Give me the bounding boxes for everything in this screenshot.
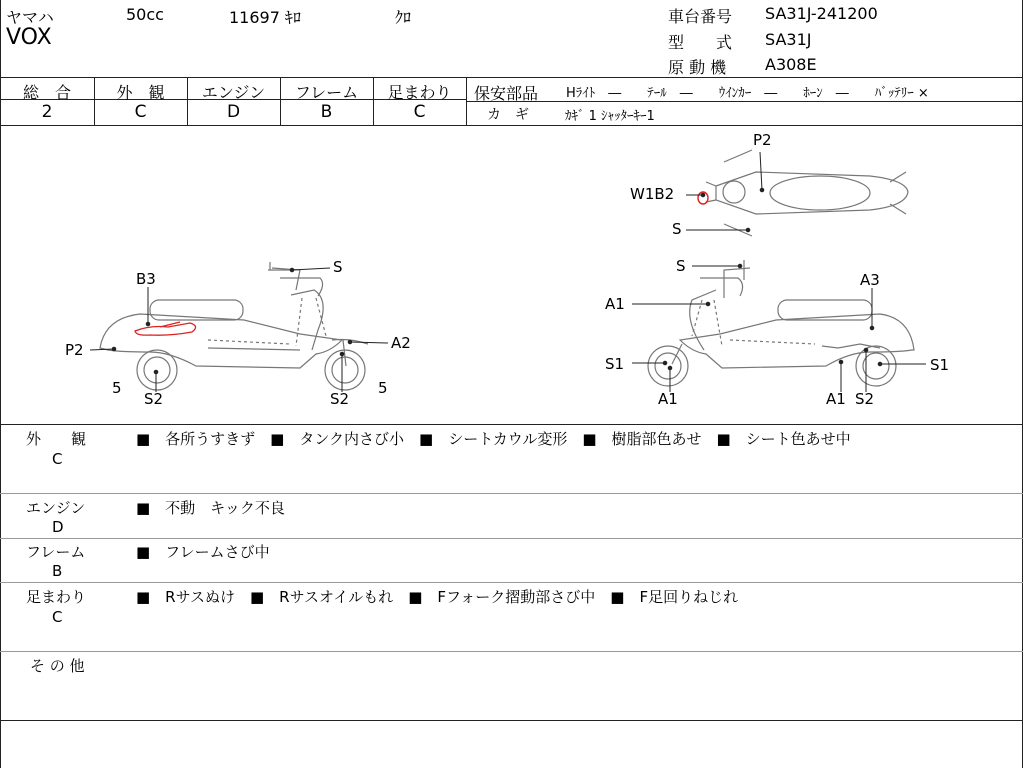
notes-divider: [0, 538, 1023, 539]
exterior-grade-label: 外 観: [116, 83, 165, 102]
frame-number: SA31J-241200: [765, 4, 878, 23]
diagram-label-a2: A2: [391, 334, 411, 352]
notes-divider: [0, 493, 1023, 494]
type-label: 型 式: [668, 33, 733, 52]
notes-engine-text: ■ 不動 キック不良: [136, 499, 285, 517]
diagram-label-s2: S2: [144, 390, 164, 408]
notes-engine-label: エンジン: [26, 499, 86, 517]
notes-suspension-label: 足まわり: [26, 588, 87, 606]
diagram-label-5: 5: [112, 379, 122, 397]
type-value: SA31J: [765, 30, 812, 49]
frame-number-label: 車台番号: [668, 7, 733, 26]
notes-bottom-line: [0, 720, 1023, 721]
diagram-label-s1: S1: [930, 356, 950, 374]
maker-name: ヤマハ: [6, 8, 54, 27]
damage-mark: [135, 322, 196, 335]
safety-mid-line: [466, 101, 1023, 102]
engine-value: A308E: [765, 55, 817, 74]
displacement: 50cc: [126, 5, 164, 24]
notes-engine-grade: D: [52, 518, 64, 536]
diagram-label-p2: P2: [753, 131, 772, 149]
notes-divider: [0, 582, 1023, 583]
notes-suspension-text: ■ Rサスぬけ ■ Rサスオイルもれ ■ Fフォーク摺動部さび中 ■ F足回りねじれ: [136, 588, 739, 606]
diagram-label-5: 5: [378, 379, 388, 397]
diagram-label-a3: A3: [860, 271, 880, 289]
safety-parts-items: Hﾗｲﾄ ― ﾃｰﾙ ― ｳｲﾝｶｰ ― ﾎｰﾝ ― ﾊﾞｯﾃﾘｰ ×: [566, 86, 929, 101]
scooter-top-view: [706, 150, 908, 236]
engine-grade-value: D: [226, 102, 241, 122]
frame-grade-label: フレーム: [294, 83, 359, 102]
notes-divider: [0, 651, 1023, 652]
notes-exterior-text: ■ 各所うすきず ■ タンク内さび小 ■ シートカウル変形 ■ 樹脂部色あせ ■ シート色あせ中: [136, 430, 851, 448]
key-label: カ ギ: [487, 107, 529, 123]
mileage: 11697 ｷﾛ: [229, 8, 301, 27]
suspension-grade-value: C: [413, 102, 426, 122]
body-color: ｸﾛ: [395, 8, 412, 27]
exterior-grade-value: C: [134, 102, 147, 122]
notes-exterior-grade: C: [52, 450, 63, 468]
diagram-label-a1: A1: [658, 390, 678, 408]
model-name: VOX: [6, 25, 52, 50]
grades-divider: [466, 77, 467, 125]
notes-suspension-grade: C: [52, 608, 63, 626]
suspension-grade-label: 足まわり: [387, 83, 452, 102]
diagram-bottom-line: [0, 424, 1023, 425]
key-value: ｶｷﾞ 1 ｼｬｯﾀｰｷｰ1: [565, 109, 655, 124]
notes-frame-text: ■ フレームさび中: [136, 543, 270, 561]
diagram-label-a1: A1: [826, 390, 846, 408]
diagram-label-s1: S1: [605, 355, 625, 373]
engine-grade-label: エンジン: [201, 83, 266, 102]
notes-exterior-label: 外 観: [26, 430, 87, 448]
overall-grade-value: 2: [41, 102, 53, 122]
diagram-label-w1b2: W1B2: [630, 185, 675, 203]
diagram-label-s: S: [333, 258, 343, 276]
diagram-label-p2: P2: [65, 341, 84, 359]
diagram-label-s2: S2: [330, 390, 350, 408]
notes-frame-label: フレーム: [26, 543, 86, 561]
diagram-label-s2: S2: [855, 390, 875, 408]
safety-parts-label: 保安部品: [474, 84, 539, 103]
overall-grade-label: 総 合: [22, 83, 71, 102]
notes-frame-grade: B: [52, 562, 63, 580]
notes-other-label: そ の 他: [30, 657, 85, 675]
grades-top-line: [0, 77, 1023, 78]
diagram-label-s: S: [672, 220, 682, 238]
diagram-label-b3: B3: [136, 270, 156, 288]
diagram-label-s: S: [676, 257, 686, 275]
engine-label: 原 動 機: [668, 58, 727, 77]
diagram-label-a1: A1: [605, 295, 625, 313]
frame-grade-value: B: [320, 102, 333, 122]
